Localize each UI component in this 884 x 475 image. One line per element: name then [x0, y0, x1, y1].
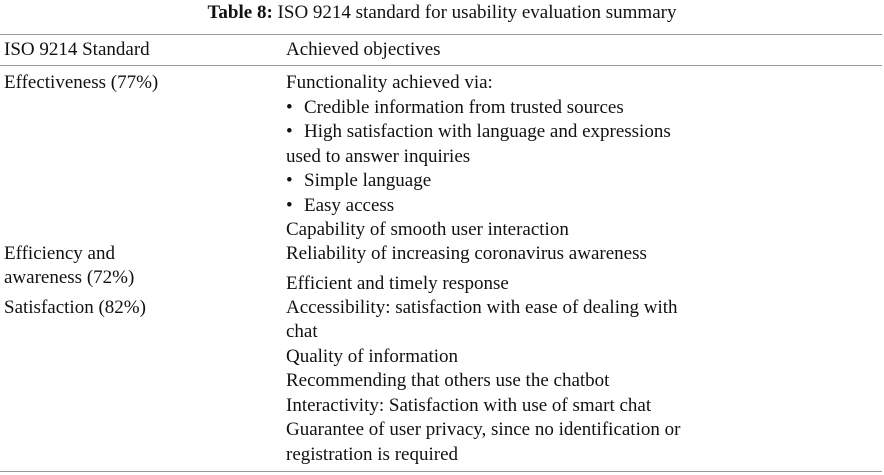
criterion-effectiveness: Effectiveness (77%) [4, 72, 159, 93]
objective-text: Guarantee of user privacy, since no identification or [286, 419, 681, 440]
objective-bullet: • Simple language [286, 169, 431, 194]
criterion-satisfaction: Satisfaction (82%) [4, 297, 146, 318]
objective-text: Accessibility: satisfaction with ease of dealing with [286, 297, 678, 318]
objective-text: Interactivity: Satisfaction with use of smart chat [286, 395, 652, 416]
table-caption-text: ISO 9214 standard for usability evaluation summary [277, 2, 677, 23]
table-header-rule [0, 65, 882, 66]
table-caption [0, 2, 884, 24]
bullet-icon [286, 195, 304, 216]
objective-bullet: • Credible information from trusted sources [286, 96, 624, 121]
objective-text: Efficient and timely response [286, 273, 509, 294]
table-top-rule [0, 34, 882, 35]
table-caption-label: Table 8: [207, 2, 273, 23]
criterion-efficiency-line2: awareness (72%) [4, 267, 135, 288]
objective-text-continuation: registration is required [286, 444, 459, 465]
objective-text: Functionality achieved via: [286, 72, 493, 93]
bullet-icon [286, 97, 304, 118]
criterion-efficiency-line1: Efficiency and [4, 243, 115, 264]
objective-text: Capability of smooth user interaction [286, 219, 569, 240]
objective-text: Recommending that others use the chatbot [286, 370, 610, 391]
table-bottom-rule [0, 471, 882, 472]
header-standard: ISO 9214 Standard [4, 39, 150, 60]
objective-bullet: • High satisfaction with language and expressions [286, 120, 671, 145]
objective-bullet-continuation: used to answer inquiries [286, 146, 471, 167]
objective-bullet: • Easy access [286, 194, 394, 219]
objective-text: Reliability of increasing coronavirus awareness [286, 243, 647, 264]
objective-text-continuation: chat [286, 321, 318, 342]
header-objectives: Achieved objectives [286, 39, 441, 60]
bullet-icon [286, 170, 304, 191]
objective-text: Quality of information [286, 346, 459, 367]
bullet-icon [286, 121, 304, 142]
